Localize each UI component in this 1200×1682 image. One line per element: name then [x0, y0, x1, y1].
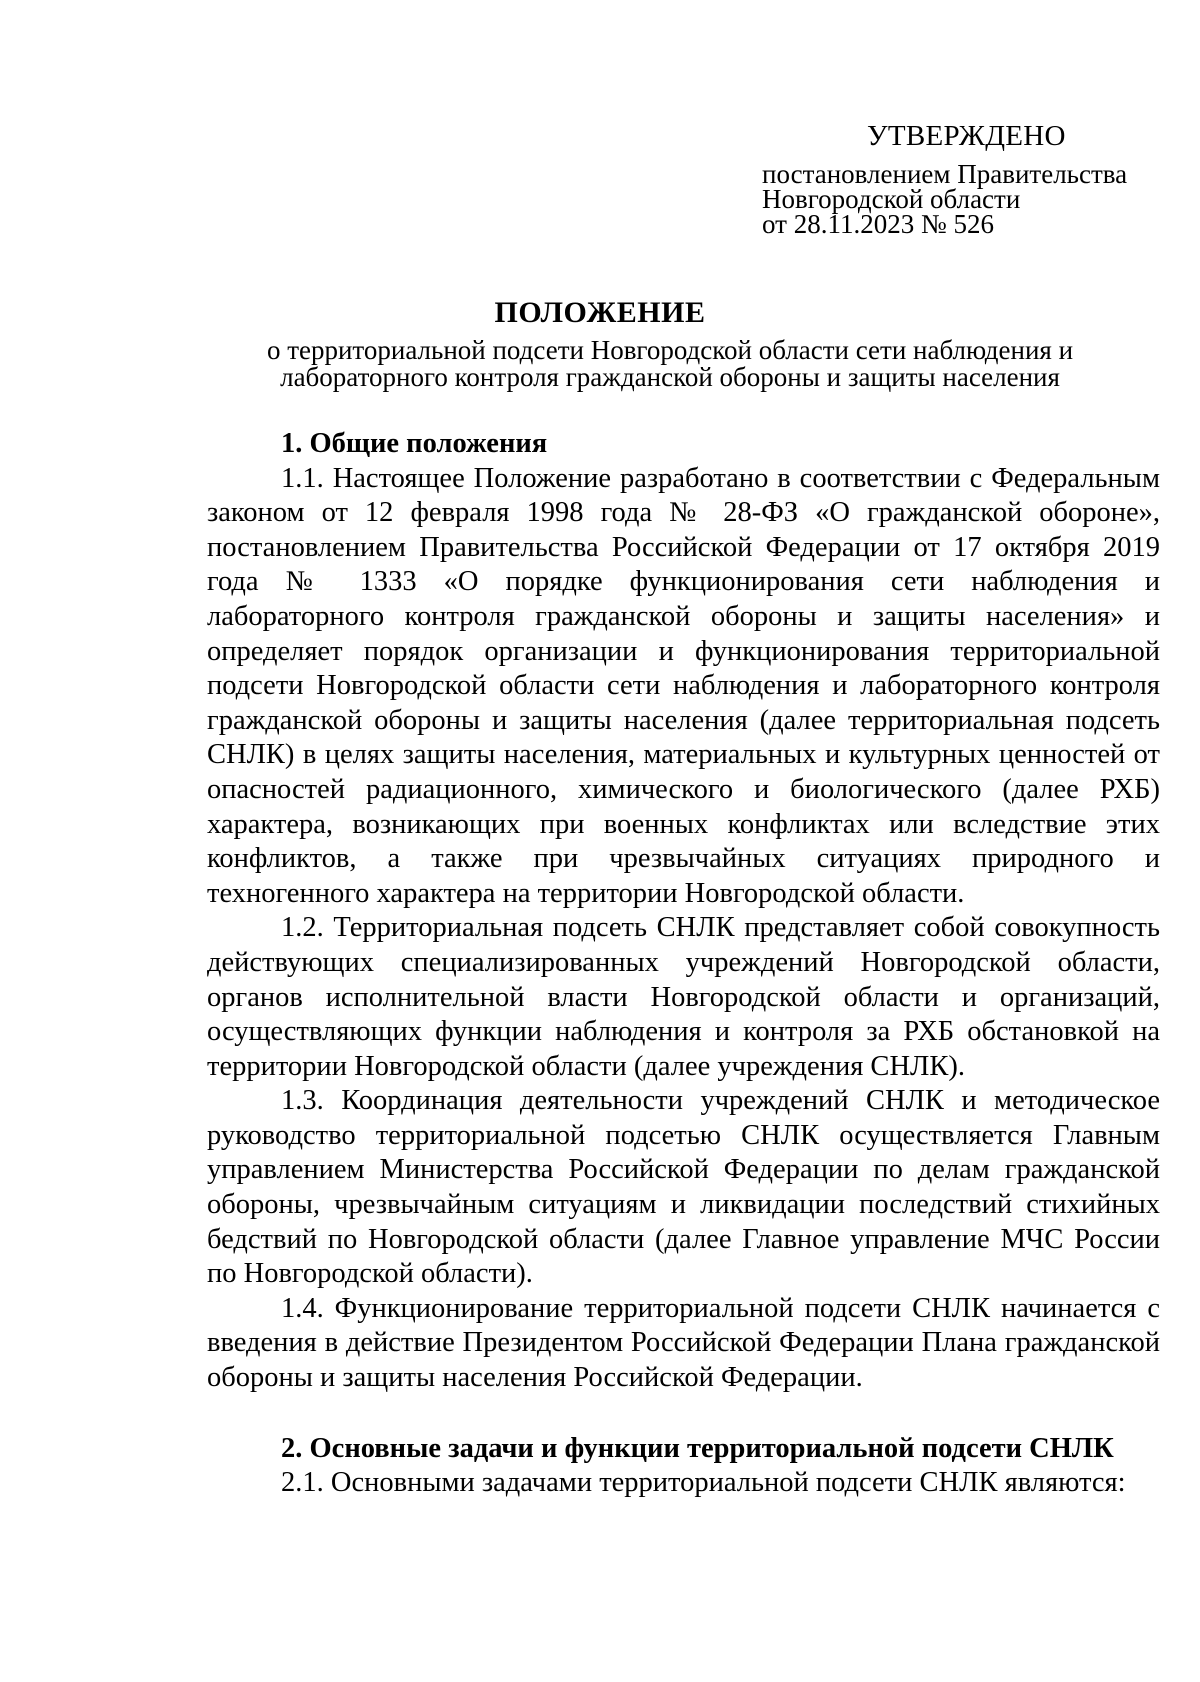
subtitle-line: лабораторного контроля гражданской обороны и защиты населения	[280, 362, 1060, 392]
paragraph: 1.2. Территориальная подсеть СНЛК представляет собой совокупность действующих специализированных учреждений Новгородской области, органов исполнительной власти Новгородской области и организаций, осуществляющих функции наблюдения и контроля за РХБ обстановкой на территории Новгородской области (далее учреждения СНЛК).	[207, 912, 1160, 1082]
paragraph: 1.4. Функционирование территориальной подсети СНЛК начинается с введения в действие Президентом Российской Федерации Плана гражданской обороны и защиты населения Российской Федерации.	[207, 1292, 1160, 1394]
approval-line: от 28.11.2023 № 526	[762, 209, 994, 239]
paragraph: 1.3. Координация деятельности учреждений СНЛК и методическое руководство территориальной подсетью СНЛК осуществляется Главным управлением Министерства Российской Федерации по делам гражданской обороны, чрезвычайным ситуациям и ликвидации последствий стихийных бедствий по Новгородской области (далее Главное управление МЧС России по Новгородской области).	[207, 1085, 1160, 1290]
approval-line: Новгородской области	[762, 184, 1021, 214]
paragraph: 2.1. Основными задачами территориальной подсети СНЛК являются:	[281, 1467, 1126, 1499]
section-heading: 2. Основные задачи и функции территориальной подсети СНЛК	[281, 1432, 1114, 1464]
section-spacer	[207, 1396, 1160, 1432]
approval-line: постановлением Правительства	[762, 159, 1128, 189]
approval-title: УТВЕРЖДЕНО	[867, 120, 1066, 152]
subtitle-line: о территориальной подсети Новгородской области сети наблюдения и	[266, 335, 1074, 365]
document-title: ПОЛОЖЕНИЕ	[494, 296, 706, 329]
approval-details	[762, 159, 1128, 239]
section-heading: 1. Общие положения	[281, 428, 548, 459]
paragraph: 1.1. Настоящее Положение разработано в соответствии с Федеральным законом от 12 февраля 1998 года № 28-ФЗ «О гражданской обороне», постановлением Правительства Российской Федерации от 17 октября 2019 года № 1333 «О порядке функционирования сети наблюдения и лабораторного контроля гражданской обороны и защиты населения» и определяет порядок организации и функционирования территориальной подсети Новгородской области сети наблюдения и лабораторного контроля гражданской обороны и защиты населения (далее территориальная подсеть СНЛК) в целях защиты населения, материальных и культурных ценностей от опасностей радиационного, химического и биологического (далее РХБ) характера, возникающих при военных конфликтах или вследствие этих конфликтов, а также при чрезвычайных ситуациях природного и техногенного характера на территории Новгородской области.	[207, 462, 1160, 909]
document-body	[207, 427, 1160, 1501]
document-subtitle	[240, 337, 1100, 391]
